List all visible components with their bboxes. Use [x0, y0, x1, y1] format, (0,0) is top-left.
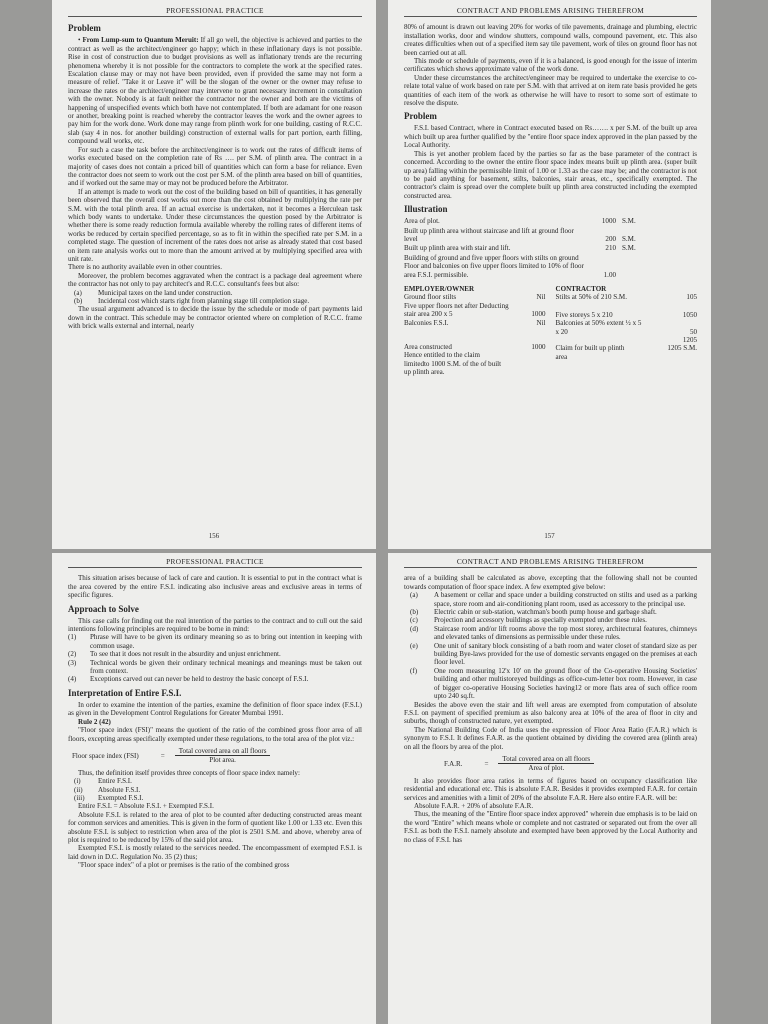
- item-marker: (c): [410, 616, 418, 625]
- item-marker: (3): [68, 658, 77, 667]
- formula-equals: =: [160, 751, 165, 760]
- claim-comparison: [404, 285, 697, 377]
- formula-fraction: [175, 747, 271, 765]
- paragraph: The National Building Code of India uses the expression of Floor Area Ratio (F.A.R.) which is synonym to F.S.I. It defines F.A.R. as the quotient obtained by dividing the covered area (plinth area) on all the floors by area of the plot.: [404, 725, 697, 751]
- owner-column: [404, 285, 556, 377]
- row-label: Ground floor stilts: [404, 293, 457, 302]
- section-heading: Interpretation of Entire F.S.I.: [68, 687, 182, 698]
- lead-in: From Lump-sum to Quantum Meruit:: [82, 36, 199, 45]
- claim-row: [556, 319, 698, 336]
- row-label: Area constructed: [404, 343, 452, 351]
- paragraph: Thus, the meaning of the "Entire floor space index approved" wherein due emphasis is to be laid on the word "Entire" which means whole or complete and not castrated or separated out from the over all F.S.I. as both the F.S.I. namely absolute and exempted have been approved by the Local Authority and no class of F.S.I. has: [404, 810, 697, 844]
- paragraph: 80% of amount is drawn out leaving 20% for works of tile pavements, drainage and plumbing, electric installation works, door and window shutters, compound walls, compound pavement, etc. This also creates difficulties when out of a specified item say tile pavement, work of tiles on ground floor has not been carried out at all.: [404, 23, 697, 57]
- item-text: Technical words be given their ordinary technical meanings and meanings must be taken out from context.: [90, 658, 362, 676]
- formula-numerator: Total covered area on all floors: [498, 755, 594, 764]
- list-item: [68, 633, 362, 650]
- row-label: Claim for built up plinth area: [555, 344, 625, 361]
- principle-list: [68, 633, 362, 683]
- row-label: Built up plinth area without staircase and lift at ground floor level: [404, 226, 574, 243]
- list-item: [68, 659, 362, 676]
- item-text: Electric cabin or sub-station, watchman's booth pump house and garbage shaft.: [434, 608, 657, 617]
- row-value: 200: [605, 234, 616, 243]
- paragraph: The usual argument advanced is to decide the issue by the schedule or mode of part payments laid down in the contract. This schedule may be contractor oriented where on completion of R.C.C. frame with brick walls external and internal, nearly: [68, 305, 362, 331]
- paragraph: In order to examine the intention of the parties, examine the definition of floor space index (F.S.I.) as given in the Development Control Regulations for Greater Mumbai 1991.: [68, 700, 362, 718]
- claim-row-spacer: [404, 327, 546, 343]
- paragraph: This mode or schedule of payments, even if it is a balanced, is good enough for the issue of interim certificates which shows approximate value of the work done.: [404, 57, 697, 74]
- paragraph: area of a building shall be calculated as above, excepting that the following shall not be counted towards computation of floor space index. A few exempted give below:: [404, 574, 697, 591]
- section-heading: Problem: [68, 23, 101, 34]
- column-heading: CONTRACTOR: [555, 284, 607, 293]
- row-value: 1205 S.M.: [667, 344, 697, 353]
- row-unit: S.M.: [622, 217, 636, 226]
- item-marker: (4): [68, 675, 77, 684]
- claim-row: [556, 344, 698, 361]
- row-value: 1000: [531, 310, 546, 319]
- item-marker: (f): [410, 666, 418, 675]
- formula-equals: =: [484, 759, 489, 768]
- paragraph: Absolute F.S.I. is related to the area of plot to be counted after deducting constructed areas meant for common services and amenities. This is given in the form of quotient like 1.00 or 1.33 etc. Even this absolute F.S.I. is subject to restriction when area of the plot is 2501 S.M. and above, whereby area of plot is required to be reduced by 15% of the said plot area.: [68, 810, 362, 844]
- item-marker: (b): [74, 297, 83, 305]
- row-value: 1050: [682, 310, 697, 319]
- paragraph: Besides the above even the stair and lift well areas are exempted from computation of absolute F.S.I. on payment of specified premium as also balcony area at 10% of the area of floor in city and suburbs, though of constructed nature, yet exempted.: [404, 700, 697, 726]
- illustration-row: [404, 254, 697, 279]
- paragraph: Moreover, the problem becomes aggravated when the contract is a package deal agreement where the contractor has not only to pay architect's and R.C.C. consultant's fees but also:: [68, 271, 362, 289]
- running-head: CONTRACT AND PROBLEMS ARISING THEREFROM: [404, 7, 697, 17]
- item-text: Exempted F.S.I.: [98, 793, 144, 802]
- list-item: [404, 616, 697, 624]
- page-number: 156: [208, 532, 220, 540]
- list-item: [68, 786, 362, 794]
- paragraph: For such a case the task before the architect/engineer is to work out the rates of difficult items of works executed based on the completion rate of Rs …. per S.M. of plinth area. The contract in a majority of cases does not contain a priced bill of quantities which can form a base for reliance. Even the contractor does not seem to work out the cost per S.M. of the plinth area based on bill of quantities, and if worked out the same may or may not be produced before the Arbitrator.: [68, 145, 362, 188]
- running-head: PROFESSIONAL PRACTICE: [68, 7, 362, 17]
- item-marker: (2): [68, 650, 77, 659]
- paragraph: It also provides floor area ratios in terms of figures based on occupancy classification like residential and educational etc. This is absolute F.A.R. Besides it provides exempted F.A.R. for certain services and amenities with a limit of 20% of the absolute F.A.R. Here also entire F.A.R. will be:: [404, 776, 697, 802]
- item-list: [68, 289, 362, 306]
- page-157: [388, 0, 711, 549]
- page-159: [388, 553, 711, 1024]
- row-label: Built up plinth area with stair and lift.: [404, 244, 511, 253]
- row-value: 105: [686, 293, 697, 302]
- concept-list: [68, 777, 362, 802]
- row-value: 50: [689, 327, 697, 336]
- row-value: Nil: [536, 293, 546, 302]
- row-label: Balconies at 50% extent ½ x 5 x 20: [555, 319, 642, 336]
- paragraph: Under these circumstances the architect/engineer may be required to undertake the exercise to co-relate total value of work based on rate per S.M. with that arrived at on item rate basis provided he gets quantities of each item of the work as otherwise he will have to resort to some sort of estimate to resolve the dispute.: [404, 73, 697, 108]
- formula-denominator: Plot area.: [209, 756, 236, 765]
- item-text: To see that it does not result in the absurdity and unjust enrichment.: [90, 650, 281, 659]
- contractor-column: [556, 285, 698, 377]
- row-label: Balconies F.S.I.: [404, 318, 449, 327]
- list-item: [404, 608, 697, 616]
- item-text: Projection and accessory buildings as specially exempted under these rules.: [434, 616, 647, 625]
- paragraph-text: If all go well, the objective is achieved and parties to the contract as well as the architect/engineer go happy; which in these inflationary days is not possible. Rise in cost of construction due to budget provisions as well as inflationary trends are the recurring phenomena whereby it is not possible for the contractors to complete the work at the specified rates. Escalation clause may or may not have been provided, even if provided the same may not form a measure of relief. "Take it or Leave it" will be the slogan of the owner or the owner may refuse to increase the rates or the architect/engineer may intervene to grant necessary increment in consultation with the owner. Nobody is at fault neither the contractor nor the owner and both are the victims of happening of unspecified events which both have not contemplated. If both are adamant for one reason or another, breaking point is reached whereby the contractor leaves the work and the owner agrees to pay him for the work done. Work done may range from plinth work for one building, casting of R.C.C. slab (say 4 in nos. for another building) construction of external walls for part portion, earth filling, compound wall works, etc.: [68, 36, 363, 146]
- fsi-formula: [72, 747, 362, 765]
- exemption-list: [404, 591, 697, 700]
- paragraph: Entire F.S.I. = Absolute F.S.I. + Exempted F.S.I.: [78, 802, 214, 811]
- item-marker: (a): [74, 288, 82, 297]
- claim-row: [404, 302, 546, 319]
- row-label: Hence entitled to the claim limitedto 1000 S.M. of the of built up plinth area.: [404, 351, 502, 377]
- row-value: 210: [605, 244, 616, 253]
- item-text: One unit of sanitary block consisting of a bath room and water closet of standard size as per building Bye-laws provided for the use of domestic servants engaged on the premises at each floor level.: [434, 641, 697, 667]
- list-item: [68, 777, 362, 785]
- row-value: 1000: [601, 217, 616, 226]
- paragraph: If an attempt is made to work out the cost of the building based on bill of quantities, it has generally been observed that the overall cost works out more than the cost obtained by multiplying the rate per S.M. with the total plinth area. If an actual exercise is undertaken, not it becomes a Herculean task which body wants to undertake. Under these circumstances the question posed by the Arbitrator is whether there is some ready reduction formula available whereby the rolling rates of different items of works be reduced by certain specified percentage, so as to fit in within the specified rate per S.M. in a completed stage. The question of increment of the rates does not arise as already stated that cost based on item rate analysis works out to more than the amount arrived at by multiplying specified area with unit rate.: [68, 187, 362, 263]
- item-marker: (1): [68, 633, 77, 642]
- paragraph: This case calls for finding out the real intention of the parties to the contract and to cull out the said intentions following principles are required to be borne in mind:: [68, 616, 362, 634]
- row-unit: S.M.: [622, 234, 636, 243]
- list-item: [68, 297, 362, 305]
- column-heading: EMPLOYER/OWNER: [404, 284, 475, 293]
- list-item: [68, 675, 362, 683]
- paragraph: Exempted F.S.I. is mostly related to the services needed. The encompassment of exempted F.S.I. is laid down in D.C. Regulation No. 35 (2) thus;: [68, 844, 362, 861]
- formula-denominator: Area of plot.: [528, 764, 565, 773]
- paragraph: This is yet another problem faced by the parties so far as the base parameter of the contract is concerned. According to the owner the entire floor space index means built up plinth area. (super built up area) falling within the permissible limit of 1.00 or 1.33 as the case may be; and the contractor is not to be paid anything for basement, stilts, balconies, stair areas, etc., specifically exempted. The contractor's claim is spread over the complete built up plinth area constructed including the exempted constructed area.: [404, 149, 697, 200]
- paragraph: Thus, the definition itself provides three concepts of floor space index namely:: [78, 768, 300, 777]
- row-value: 1205: [682, 336, 697, 344]
- paragraph: "Floor space index (FSI)" means the quotient of the ratio of the combined gross floor area of all floors, excepting areas specifically exempted under these regulations, to the total area of the plot viz.:: [68, 726, 362, 743]
- row-label: Building of ground and five upper floors with stilts on ground Floor and balconies on five upper floors limited to 10% of floor area F.S.I. permissible.: [404, 253, 584, 279]
- item-text: Municipal taxes on the land under construction.: [98, 288, 233, 297]
- paragraph: [68, 36, 362, 145]
- list-item: [404, 667, 697, 701]
- page-number: 157: [544, 532, 555, 540]
- row-unit: [616, 254, 644, 279]
- formula-lhs: F.A.R.: [444, 759, 463, 768]
- item-marker: (a): [410, 591, 418, 600]
- claim-row: [404, 351, 546, 376]
- list-item: [404, 625, 697, 642]
- claim-row: [404, 319, 546, 327]
- item-marker: (i): [74, 777, 81, 786]
- illustration-table: [404, 217, 697, 279]
- row-value: 1000: [531, 343, 546, 351]
- item-text: Entire F.S.I.: [98, 777, 132, 786]
- section-heading: Approach to Solve: [68, 603, 139, 614]
- claim-row: [556, 336, 698, 344]
- row-label: Five upper floors net after Deducting stair area 200 x 5: [404, 301, 509, 319]
- row-label: Five storeys 5 x 210: [555, 310, 613, 319]
- claim-row: [556, 311, 698, 319]
- paragraph: This situation arises because of lack of care and caution. It is essential to put in the contract what is the area covered by the entire F.S.I. indicating also inclusive areas and exclusive areas in terms of specific figures.: [68, 574, 362, 600]
- item-marker: (iii): [74, 793, 85, 802]
- illustration-row: [404, 244, 697, 252]
- item-text: Phrase will have to be given its ordinary meaning so as to bring out intention in keeping with common usage.: [90, 633, 362, 650]
- item-text: Incidental cost which starts right from planning stage till completion stage.: [98, 297, 310, 305]
- list-item: [68, 794, 362, 802]
- running-head: PROFESSIONAL PRACTICE: [68, 558, 362, 568]
- list-item: [404, 591, 697, 608]
- item-text: A basement or cellar and space under a building constructed on stilts and used as a parking space, store room and air-conditioning plant room, used as accessory to the principal use.: [434, 591, 697, 608]
- claim-row: [404, 343, 546, 351]
- paragraph: F.S.I. based Contract, where in Contract executed based on Rs……. x per S.M. of the built up area which built up area further qualified by the "entire floor space index approved in the plan passed by the Local Authority.: [404, 124, 697, 150]
- page-156: [52, 0, 376, 549]
- row-value: Nil: [536, 318, 546, 327]
- illustration-heading: Illustration: [404, 204, 448, 215]
- rule-reference: Rule 2 (42): [78, 717, 111, 726]
- row-unit: S.M.: [622, 244, 636, 253]
- item-marker: (b): [410, 608, 419, 617]
- page-158: [52, 553, 376, 1024]
- item-text: One room measuring 12'x 10' on the ground floor of the Co-operative Housing Societies' building and other multistoreyed buildings as office-cum-letter box room. However, in case of bigger co-operative Housing Societies having12 or more flats area of such office room upto 240 sq.ft.: [434, 666, 697, 701]
- paragraph: There is no authority available even in other countries.: [68, 263, 222, 272]
- paragraph: Absolute F.A.R. + 20% of absolute F.A.R.: [414, 801, 534, 810]
- item-marker: (ii): [74, 785, 83, 794]
- list-item: [404, 642, 697, 667]
- bullet-icon: •: [78, 36, 83, 45]
- claim-row: [404, 293, 546, 301]
- running-head: CONTRACT AND PROBLEMS ARISING THEREFROM: [404, 558, 697, 568]
- list-item: [68, 289, 362, 297]
- paragraph: "Floor space index" of a plot or premises is the ratio of the combined gross: [78, 861, 290, 870]
- row-label: Stilts at 50% of 210 S.M.: [555, 293, 627, 302]
- item-marker: (e): [410, 641, 418, 650]
- formula-fraction: [498, 755, 594, 773]
- illustration-row: [404, 217, 697, 225]
- item-text: Staircase room and/or lift rooms above the top most storey, architectural features, chimneys and elevated tanks of dimensions as permissible under these rules.: [434, 624, 697, 642]
- far-formula: [444, 755, 697, 773]
- list-item: [68, 650, 362, 658]
- illustration-row: [404, 227, 697, 244]
- claim-row: [556, 293, 698, 301]
- formula-lhs: Floor space index (FSI): [72, 751, 139, 760]
- row-value: 1.00: [603, 270, 616, 279]
- item-marker: (d): [410, 624, 419, 633]
- section-heading: Problem: [404, 111, 437, 122]
- item-text: Absolute F.S.I.: [98, 785, 141, 794]
- formula-numerator: Total covered area on all floors: [175, 747, 271, 756]
- item-text: Exceptions carved out can never be held to destroy the basic concept of F.S.I.: [90, 675, 309, 684]
- row-label: Area of plot.: [404, 217, 440, 226]
